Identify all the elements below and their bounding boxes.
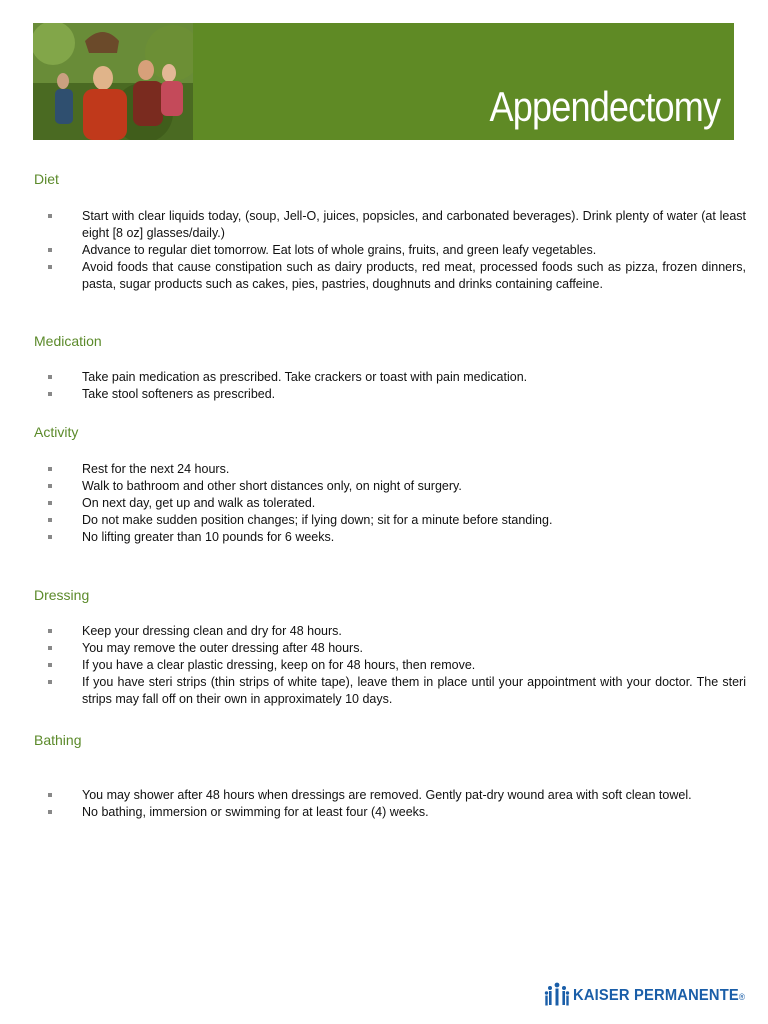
activity-list — [46, 461, 746, 546]
section-title-activity: Activity — [34, 424, 79, 440]
list-item: Take stool softeners as prescribed. — [46, 386, 746, 403]
list-item: Advance to regular diet tomorrow. Eat lots of whole grains, fruits, and green leafy vegetables. — [46, 242, 746, 259]
section-title-diet: Diet — [34, 171, 59, 187]
kp-symbol-icon — [544, 981, 570, 1007]
medication-list — [46, 369, 746, 403]
bullet-icon — [48, 501, 52, 505]
bullet-icon — [48, 518, 52, 522]
section-title-medication: Medication — [34, 333, 102, 349]
bullet-icon — [48, 629, 52, 633]
bullet-icon — [48, 680, 52, 684]
list-item: Avoid foods that cause constipation such as dairy products, red meat, processed foods such as pizza, frozen dinners, pasta, sugar products such as cakes, pies, pastries, doughnuts and drinks containing caffeine. — [46, 259, 746, 293]
list-item: If you have steri strips (thin strips of white tape), leave them in place until your appointment with your doctor. The steri strips may fall off on their own in approximately 10 days. — [46, 674, 746, 708]
bullet-icon — [48, 392, 52, 396]
section-title-bathing: Bathing — [34, 732, 82, 748]
bullet-icon — [48, 248, 52, 252]
list-item: You may remove the outer dressing after 48 hours. — [46, 640, 746, 657]
list-item: On next day, get up and walk as tolerated. — [46, 495, 746, 512]
header-photo — [33, 23, 193, 140]
list-item: If you have a clear plastic dressing, keep on for 48 hours, then remove. — [46, 657, 746, 674]
list-item: You may shower after 48 hours when dressings are removed. Gently pat-dry wound area with soft clean towel. — [46, 787, 746, 804]
bullet-icon — [48, 793, 52, 797]
bullet-icon — [48, 375, 52, 379]
dressing-list — [46, 623, 746, 708]
list-item: Rest for the next 24 hours. — [46, 461, 746, 478]
bullet-icon — [48, 214, 52, 218]
list-item: Start with clear liquids today, (soup, Jell-O, juices, popsicles, and carbonated beverages). Drink plenty of water (at least eight [8 oz] glasses/daily.) — [46, 208, 746, 242]
kaiser-permanente-logo — [544, 981, 754, 1009]
list-item: No lifting greater than 10 pounds for 6 weeks. — [46, 529, 746, 546]
bullet-icon — [48, 810, 52, 814]
list-item: Take pain medication as prescribed. Take crackers or toast with pain medication. — [46, 369, 746, 386]
page-title: Appendectomy — [489, 83, 720, 130]
bullet-icon — [48, 484, 52, 488]
bullet-icon — [48, 646, 52, 650]
header-banner — [33, 23, 734, 140]
list-item: No bathing, immersion or swimming for at least four (4) weeks. — [46, 804, 746, 821]
list-item: Walk to bathroom and other short distances only, on night of surgery. — [46, 478, 746, 495]
bullet-icon — [48, 663, 52, 667]
bullet-icon — [48, 265, 52, 269]
bathing-list — [46, 787, 746, 821]
logo-wordmark: KAISER PERMANENTE® — [573, 987, 746, 1004]
diet-list — [46, 208, 746, 293]
list-item: Do not make sudden position changes; if lying down; sit for a minute before standing. — [46, 512, 746, 529]
bullet-icon — [48, 535, 52, 539]
section-title-dressing: Dressing — [34, 587, 90, 603]
bullet-icon — [48, 467, 52, 471]
list-item: Keep your dressing clean and dry for 48 hours. — [46, 623, 746, 640]
